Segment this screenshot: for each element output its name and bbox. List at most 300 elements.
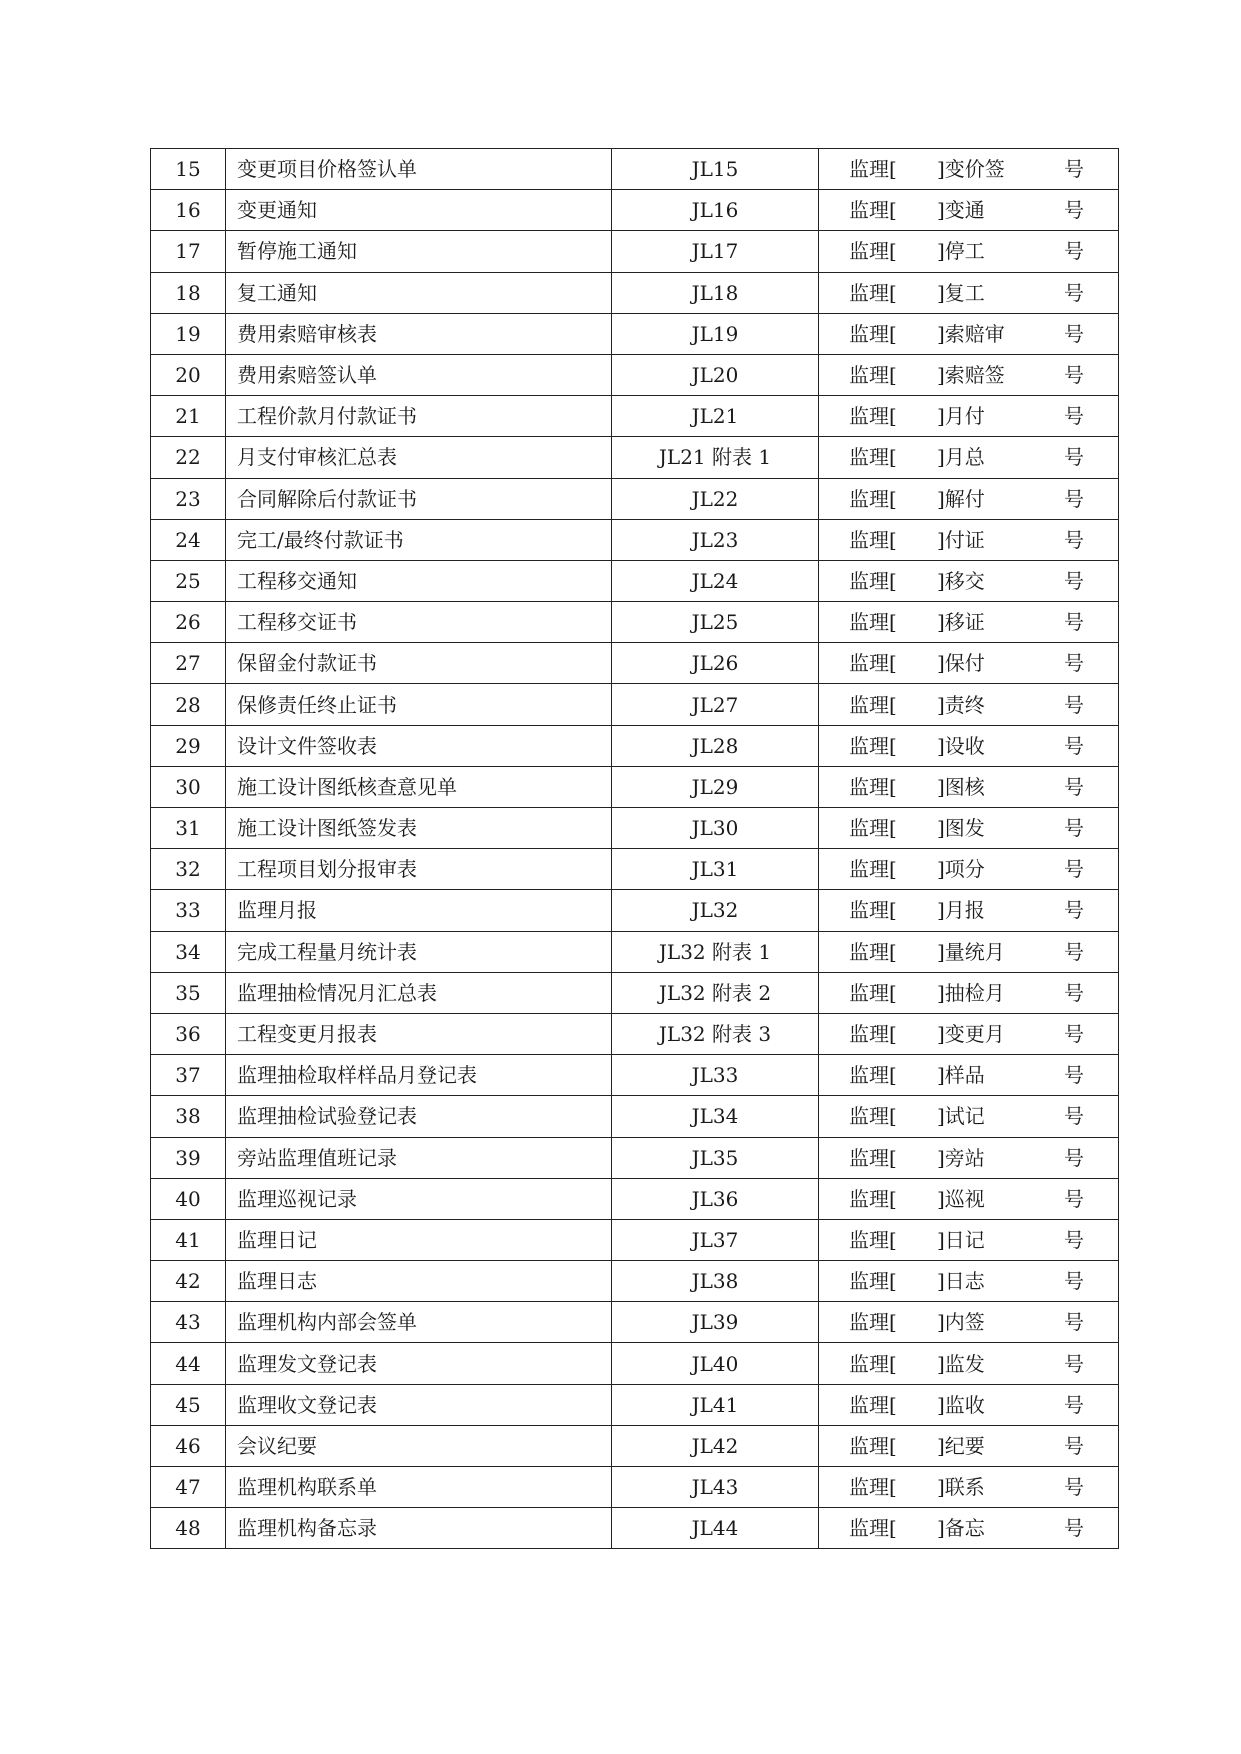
table-row — [151, 272, 1119, 313]
document-number-suffix: 号 — [1064, 1310, 1084, 1335]
document-number-suffix: 号 — [1064, 280, 1084, 305]
row-number-cell: 37 — [151, 1055, 226, 1096]
table-row — [151, 1178, 1119, 1219]
document-number-prefix: 监理[ — [849, 1022, 897, 1047]
document-number-prefix: 监理[ — [849, 1145, 897, 1170]
form-name-cell: 完成工程量月统计表 — [226, 931, 612, 972]
form-code-cell: JL38 — [612, 1261, 819, 1302]
form-name-cell: 工程价款月付款证书 — [226, 396, 612, 437]
document-number-pattern — [819, 486, 1118, 511]
document-number-cell — [819, 1425, 1119, 1466]
document-number-abbreviation: ]巡视 — [937, 1186, 985, 1211]
form-name-cell: 监理收文登记表 — [226, 1384, 612, 1425]
table-row — [151, 1467, 1119, 1508]
table-row — [151, 1343, 1119, 1384]
document-number-abbreviation: ]变通 — [937, 198, 985, 223]
document-number-prefix: 监理[ — [849, 651, 897, 676]
document-number-abbreviation: ]月报 — [937, 898, 985, 923]
document-number-abbreviation: ]月付 — [937, 404, 985, 429]
form-name-cell: 保修责任终止证书 — [226, 684, 612, 725]
form-name-cell: 费用索赔审核表 — [226, 313, 612, 354]
document-number-pattern — [819, 198, 1118, 223]
table-row — [151, 972, 1119, 1013]
table-row — [151, 1055, 1119, 1096]
document-number-suffix: 号 — [1064, 939, 1084, 964]
row-number-cell: 46 — [151, 1425, 226, 1466]
document-number-prefix: 监理[ — [849, 280, 897, 305]
document-number-abbreviation: ]监发 — [937, 1351, 985, 1376]
document-number-abbreviation: ]日志 — [937, 1269, 985, 1294]
document-number-cell — [819, 1178, 1119, 1219]
row-number-cell: 34 — [151, 931, 226, 972]
form-code-cell: JL24 — [612, 560, 819, 601]
form-code-cell: JL15 — [612, 149, 819, 190]
document-number-prefix: 监理[ — [849, 1351, 897, 1376]
form-name-cell: 月支付审核汇总表 — [226, 437, 612, 478]
document-number-abbreviation: ]试记 — [937, 1104, 985, 1129]
document-number-suffix: 号 — [1064, 610, 1084, 635]
document-number-pattern — [819, 733, 1118, 758]
row-number-cell: 45 — [151, 1384, 226, 1425]
document-number-abbreviation: ]停工 — [937, 239, 985, 264]
form-name-cell: 监理月报 — [226, 890, 612, 931]
document-number-pattern — [819, 816, 1118, 841]
document-number-pattern — [819, 1186, 1118, 1211]
document-number-pattern — [819, 980, 1118, 1005]
document-number-suffix: 号 — [1064, 198, 1084, 223]
document-number-prefix: 监理[ — [849, 939, 897, 964]
form-code-cell: JL32 附表 1 — [612, 931, 819, 972]
form-code-cell: JL44 — [612, 1508, 819, 1549]
document-number-cell — [819, 890, 1119, 931]
document-number-suffix: 号 — [1064, 1227, 1084, 1252]
document-number-cell — [819, 1343, 1119, 1384]
document-number-cell — [819, 972, 1119, 1013]
form-name-cell: 保留金付款证书 — [226, 643, 612, 684]
form-name-cell: 监理机构内部会签单 — [226, 1302, 612, 1343]
row-number-cell: 19 — [151, 313, 226, 354]
form-name-cell: 合同解除后付款证书 — [226, 478, 612, 519]
document-number-pattern — [819, 239, 1118, 264]
row-number-cell: 24 — [151, 519, 226, 560]
document-number-abbreviation: ]保付 — [937, 651, 985, 676]
document-number-abbreviation: ]解付 — [937, 486, 985, 511]
document-number-suffix: 号 — [1064, 1433, 1084, 1458]
document-number-pattern — [819, 1433, 1118, 1458]
row-number-cell: 26 — [151, 602, 226, 643]
document-number-cell — [819, 684, 1119, 725]
document-number-pattern — [819, 1475, 1118, 1500]
document-number-suffix: 号 — [1064, 527, 1084, 552]
document-number-cell — [819, 1302, 1119, 1343]
document-number-suffix: 号 — [1064, 857, 1084, 882]
document-number-pattern — [819, 898, 1118, 923]
table-row — [151, 1096, 1119, 1137]
form-name-cell: 暂停施工通知 — [226, 231, 612, 272]
row-number-cell: 20 — [151, 354, 226, 395]
document-number-cell — [819, 149, 1119, 190]
document-number-pattern — [819, 939, 1118, 964]
form-code-cell: JL31 — [612, 849, 819, 890]
form-name-cell: 会议纪要 — [226, 1425, 612, 1466]
document-number-abbreviation: ]联系 — [937, 1475, 985, 1500]
document-number-prefix: 监理[ — [849, 980, 897, 1005]
document-number-cell — [819, 231, 1119, 272]
table-row — [151, 1508, 1119, 1549]
form-name-cell: 监理机构联系单 — [226, 1467, 612, 1508]
document-number-suffix: 号 — [1064, 733, 1084, 758]
form-code-cell: JL42 — [612, 1425, 819, 1466]
table-row — [151, 478, 1119, 519]
row-number-cell: 32 — [151, 849, 226, 890]
row-number-cell: 27 — [151, 643, 226, 684]
document-number-pattern — [819, 280, 1118, 305]
document-number-pattern — [819, 1104, 1118, 1129]
form-code-cell: JL19 — [612, 313, 819, 354]
document-number-pattern — [819, 1310, 1118, 1335]
document-number-cell — [819, 1467, 1119, 1508]
document-number-suffix: 号 — [1064, 1145, 1084, 1170]
form-name-cell: 复工通知 — [226, 272, 612, 313]
form-name-cell: 监理发文登记表 — [226, 1343, 612, 1384]
document-number-cell — [819, 272, 1119, 313]
document-number-cell — [819, 313, 1119, 354]
document-number-suffix: 号 — [1064, 321, 1084, 346]
table-row — [151, 1013, 1119, 1054]
document-number-cell — [819, 396, 1119, 437]
document-number-cell — [819, 560, 1119, 601]
row-number-cell: 40 — [151, 1178, 226, 1219]
document-number-pattern — [819, 404, 1118, 429]
document-number-pattern — [819, 692, 1118, 717]
form-code-cell: JL32 附表 2 — [612, 972, 819, 1013]
document-number-pattern — [819, 1351, 1118, 1376]
document-number-suffix: 号 — [1064, 239, 1084, 264]
form-name-cell: 变更通知 — [226, 190, 612, 231]
form-code-cell: JL34 — [612, 1096, 819, 1137]
document-number-suffix: 号 — [1064, 1022, 1084, 1047]
form-name-cell: 监理日志 — [226, 1261, 612, 1302]
form-code-cell: JL20 — [612, 354, 819, 395]
table-row — [151, 890, 1119, 931]
document-number-pattern — [819, 1392, 1118, 1417]
form-name-cell: 工程移交通知 — [226, 560, 612, 601]
row-number-cell: 47 — [151, 1467, 226, 1508]
document-number-abbreviation: ]责终 — [937, 692, 985, 717]
table-row — [151, 313, 1119, 354]
form-name-cell: 变更项目价格签认单 — [226, 149, 612, 190]
document-number-prefix: 监理[ — [849, 404, 897, 429]
document-number-suffix: 号 — [1064, 1104, 1084, 1129]
table-row — [151, 1425, 1119, 1466]
form-code-cell: JL28 — [612, 725, 819, 766]
document-number-pattern — [819, 1516, 1118, 1541]
form-code-cell: JL23 — [612, 519, 819, 560]
form-name-cell: 监理巡视记录 — [226, 1178, 612, 1219]
document-number-cell — [819, 1096, 1119, 1137]
row-number-cell: 44 — [151, 1343, 226, 1384]
form-code-cell: JL21 — [612, 396, 819, 437]
form-list-table — [150, 148, 1119, 1549]
table-row — [151, 725, 1119, 766]
document-number-suffix: 号 — [1064, 486, 1084, 511]
document-number-pattern — [819, 1269, 1118, 1294]
form-code-cell: JL17 — [612, 231, 819, 272]
form-code-cell: JL18 — [612, 272, 819, 313]
document-number-suffix: 号 — [1064, 692, 1084, 717]
document-number-abbreviation: ]日记 — [937, 1227, 985, 1252]
document-number-prefix: 监理[ — [849, 1433, 897, 1458]
document-number-prefix: 监理[ — [849, 445, 897, 470]
document-number-abbreviation: ]旁站 — [937, 1145, 985, 1170]
row-number-cell: 38 — [151, 1096, 226, 1137]
document-number-abbreviation: ]抽检月 — [937, 980, 1005, 1005]
document-number-abbreviation: ]索赔审 — [937, 321, 1005, 346]
row-number-cell: 33 — [151, 890, 226, 931]
document-number-abbreviation: ]图核 — [937, 774, 985, 799]
form-name-cell: 施工设计图纸签发表 — [226, 808, 612, 849]
document-number-prefix: 监理[ — [849, 898, 897, 923]
form-name-cell: 工程移交证书 — [226, 602, 612, 643]
form-name-cell: 监理抽检情况月汇总表 — [226, 972, 612, 1013]
document-number-suffix: 号 — [1064, 157, 1084, 182]
document-number-cell — [819, 725, 1119, 766]
document-number-pattern — [819, 157, 1118, 182]
document-number-pattern — [819, 774, 1118, 799]
document-number-suffix: 号 — [1064, 568, 1084, 593]
form-code-cell: JL25 — [612, 602, 819, 643]
document-number-pattern — [819, 527, 1118, 552]
document-number-prefix: 监理[ — [849, 1063, 897, 1088]
table-row — [151, 766, 1119, 807]
document-number-abbreviation: ]设收 — [937, 733, 985, 758]
row-number-cell: 23 — [151, 478, 226, 519]
document-number-pattern — [819, 1022, 1118, 1047]
table-row — [151, 849, 1119, 890]
document-number-abbreviation: ]付证 — [937, 527, 985, 552]
table-row — [151, 1261, 1119, 1302]
form-name-cell: 监理抽检试验登记表 — [226, 1096, 612, 1137]
document-number-suffix: 号 — [1064, 898, 1084, 923]
document-number-prefix: 监理[ — [849, 568, 897, 593]
document-number-suffix: 号 — [1064, 445, 1084, 470]
document-number-suffix: 号 — [1064, 651, 1084, 676]
row-number-cell: 21 — [151, 396, 226, 437]
form-name-cell: 设计文件签收表 — [226, 725, 612, 766]
document-number-cell — [819, 354, 1119, 395]
form-code-cell: JL29 — [612, 766, 819, 807]
table-row — [151, 931, 1119, 972]
form-list-table-body — [151, 149, 1119, 1549]
form-code-cell: JL39 — [612, 1302, 819, 1343]
document-number-prefix: 监理[ — [849, 857, 897, 882]
form-code-cell: JL32 — [612, 890, 819, 931]
document-number-prefix: 监理[ — [849, 363, 897, 388]
document-number-pattern — [819, 1145, 1118, 1170]
form-code-cell: JL22 — [612, 478, 819, 519]
document-number-abbreviation: ]变价签 — [937, 157, 1005, 182]
document-number-prefix: 监理[ — [849, 239, 897, 264]
form-code-cell: JL36 — [612, 1178, 819, 1219]
document-number-suffix: 号 — [1064, 774, 1084, 799]
form-code-cell: JL16 — [612, 190, 819, 231]
row-number-cell: 48 — [151, 1508, 226, 1549]
row-number-cell: 16 — [151, 190, 226, 231]
form-name-cell: 费用索赔签认单 — [226, 354, 612, 395]
document-number-abbreviation: ]量统月 — [937, 939, 1005, 964]
row-number-cell: 25 — [151, 560, 226, 601]
row-number-cell: 29 — [151, 725, 226, 766]
document-number-pattern — [819, 610, 1118, 635]
document-number-cell — [819, 766, 1119, 807]
form-code-cell: JL30 — [612, 808, 819, 849]
form-code-cell: JL27 — [612, 684, 819, 725]
form-name-cell: 监理机构备忘录 — [226, 1508, 612, 1549]
table-row — [151, 149, 1119, 190]
document-number-prefix: 监理[ — [849, 157, 897, 182]
table-row — [151, 519, 1119, 560]
document-number-pattern — [819, 1227, 1118, 1252]
document-number-suffix: 号 — [1064, 816, 1084, 841]
document-number-prefix: 监理[ — [849, 1516, 897, 1541]
document-number-prefix: 监理[ — [849, 1227, 897, 1252]
document-number-cell — [819, 808, 1119, 849]
table-row — [151, 560, 1119, 601]
table-row — [151, 354, 1119, 395]
document-number-cell — [819, 1013, 1119, 1054]
document-number-cell — [819, 190, 1119, 231]
row-number-cell: 39 — [151, 1137, 226, 1178]
form-code-cell: JL35 — [612, 1137, 819, 1178]
document-number-abbreviation: ]监收 — [937, 1392, 985, 1417]
document-number-prefix: 监理[ — [849, 198, 897, 223]
document-number-abbreviation: ]图发 — [937, 816, 985, 841]
table-row — [151, 1302, 1119, 1343]
document-number-suffix: 号 — [1064, 1063, 1084, 1088]
document-number-cell — [819, 643, 1119, 684]
document-number-abbreviation: ]项分 — [937, 857, 985, 882]
form-name-cell: 完工/最终付款证书 — [226, 519, 612, 560]
document-number-pattern — [819, 321, 1118, 346]
document-number-prefix: 监理[ — [849, 1310, 897, 1335]
document-number-pattern — [819, 651, 1118, 676]
document-number-abbreviation: ]复工 — [937, 280, 985, 305]
row-number-cell: 28 — [151, 684, 226, 725]
table-row — [151, 437, 1119, 478]
form-code-cell: JL26 — [612, 643, 819, 684]
form-name-cell: 旁站监理值班记录 — [226, 1137, 612, 1178]
table-row — [151, 231, 1119, 272]
document-number-pattern — [819, 857, 1118, 882]
document-number-suffix: 号 — [1064, 363, 1084, 388]
document-number-suffix: 号 — [1064, 1392, 1084, 1417]
document-number-pattern — [819, 445, 1118, 470]
row-number-cell: 36 — [151, 1013, 226, 1054]
document-number-cell — [819, 1508, 1119, 1549]
form-name-cell: 工程项目划分报审表 — [226, 849, 612, 890]
form-name-cell: 监理抽检取样样品月登记表 — [226, 1055, 612, 1096]
document-number-prefix: 监理[ — [849, 774, 897, 799]
row-number-cell: 41 — [151, 1219, 226, 1260]
row-number-cell: 31 — [151, 808, 226, 849]
table-row — [151, 643, 1119, 684]
document-number-suffix: 号 — [1064, 1269, 1084, 1294]
document-number-suffix: 号 — [1064, 1516, 1084, 1541]
document-number-prefix: 监理[ — [849, 486, 897, 511]
document-number-suffix: 号 — [1064, 1475, 1084, 1500]
document-number-cell — [819, 1261, 1119, 1302]
document-number-abbreviation: ]变更月 — [937, 1022, 1005, 1047]
row-number-cell: 30 — [151, 766, 226, 807]
document-number-prefix: 监理[ — [849, 692, 897, 717]
document-number-prefix: 监理[ — [849, 321, 897, 346]
row-number-cell: 18 — [151, 272, 226, 313]
document-number-cell — [819, 602, 1119, 643]
document-number-cell — [819, 849, 1119, 890]
document-number-abbreviation: ]移证 — [937, 610, 985, 635]
document-number-cell — [819, 1219, 1119, 1260]
document-number-prefix: 监理[ — [849, 1475, 897, 1500]
form-code-cell: JL41 — [612, 1384, 819, 1425]
document-number-suffix: 号 — [1064, 404, 1084, 429]
row-number-cell: 15 — [151, 149, 226, 190]
document-number-prefix: 监理[ — [849, 733, 897, 758]
row-number-cell: 35 — [151, 972, 226, 1013]
document-number-cell — [819, 1055, 1119, 1096]
document-number-abbreviation: ]备忘 — [937, 1516, 985, 1541]
document-number-prefix: 监理[ — [849, 527, 897, 552]
document-number-pattern — [819, 363, 1118, 388]
document-number-suffix: 号 — [1064, 1351, 1084, 1376]
document-number-prefix: 监理[ — [849, 1392, 897, 1417]
document-number-cell — [819, 1137, 1119, 1178]
row-number-cell: 22 — [151, 437, 226, 478]
form-code-cell: JL40 — [612, 1343, 819, 1384]
document-number-cell — [819, 437, 1119, 478]
table-row — [151, 1219, 1119, 1260]
form-name-cell: 监理日记 — [226, 1219, 612, 1260]
document-number-abbreviation: ]内签 — [937, 1310, 985, 1335]
form-name-cell: 施工设计图纸核查意见单 — [226, 766, 612, 807]
document-number-pattern — [819, 1063, 1118, 1088]
row-number-cell: 17 — [151, 231, 226, 272]
document-number-suffix: 号 — [1064, 980, 1084, 1005]
table-row — [151, 684, 1119, 725]
form-code-cell: JL21 附表 1 — [612, 437, 819, 478]
document-number-abbreviation: ]月总 — [937, 445, 985, 470]
table-row — [151, 602, 1119, 643]
document-number-prefix: 监理[ — [849, 610, 897, 635]
document-number-abbreviation: ]样品 — [937, 1063, 985, 1088]
document-number-prefix: 监理[ — [849, 1269, 897, 1294]
document-number-abbreviation: ]纪要 — [937, 1433, 985, 1458]
form-code-cell: JL32 附表 3 — [612, 1013, 819, 1054]
document-number-suffix: 号 — [1064, 1186, 1084, 1211]
table-row — [151, 808, 1119, 849]
form-name-cell: 工程变更月报表 — [226, 1013, 612, 1054]
document-number-prefix: 监理[ — [849, 1104, 897, 1129]
row-number-cell: 42 — [151, 1261, 226, 1302]
document-number-pattern — [819, 568, 1118, 593]
document-number-prefix: 监理[ — [849, 816, 897, 841]
table-row — [151, 1137, 1119, 1178]
form-code-cell: JL33 — [612, 1055, 819, 1096]
document-number-abbreviation: ]移交 — [937, 568, 985, 593]
table-row — [151, 396, 1119, 437]
document-number-cell — [819, 931, 1119, 972]
table-row — [151, 1384, 1119, 1425]
document-number-prefix: 监理[ — [849, 1186, 897, 1211]
